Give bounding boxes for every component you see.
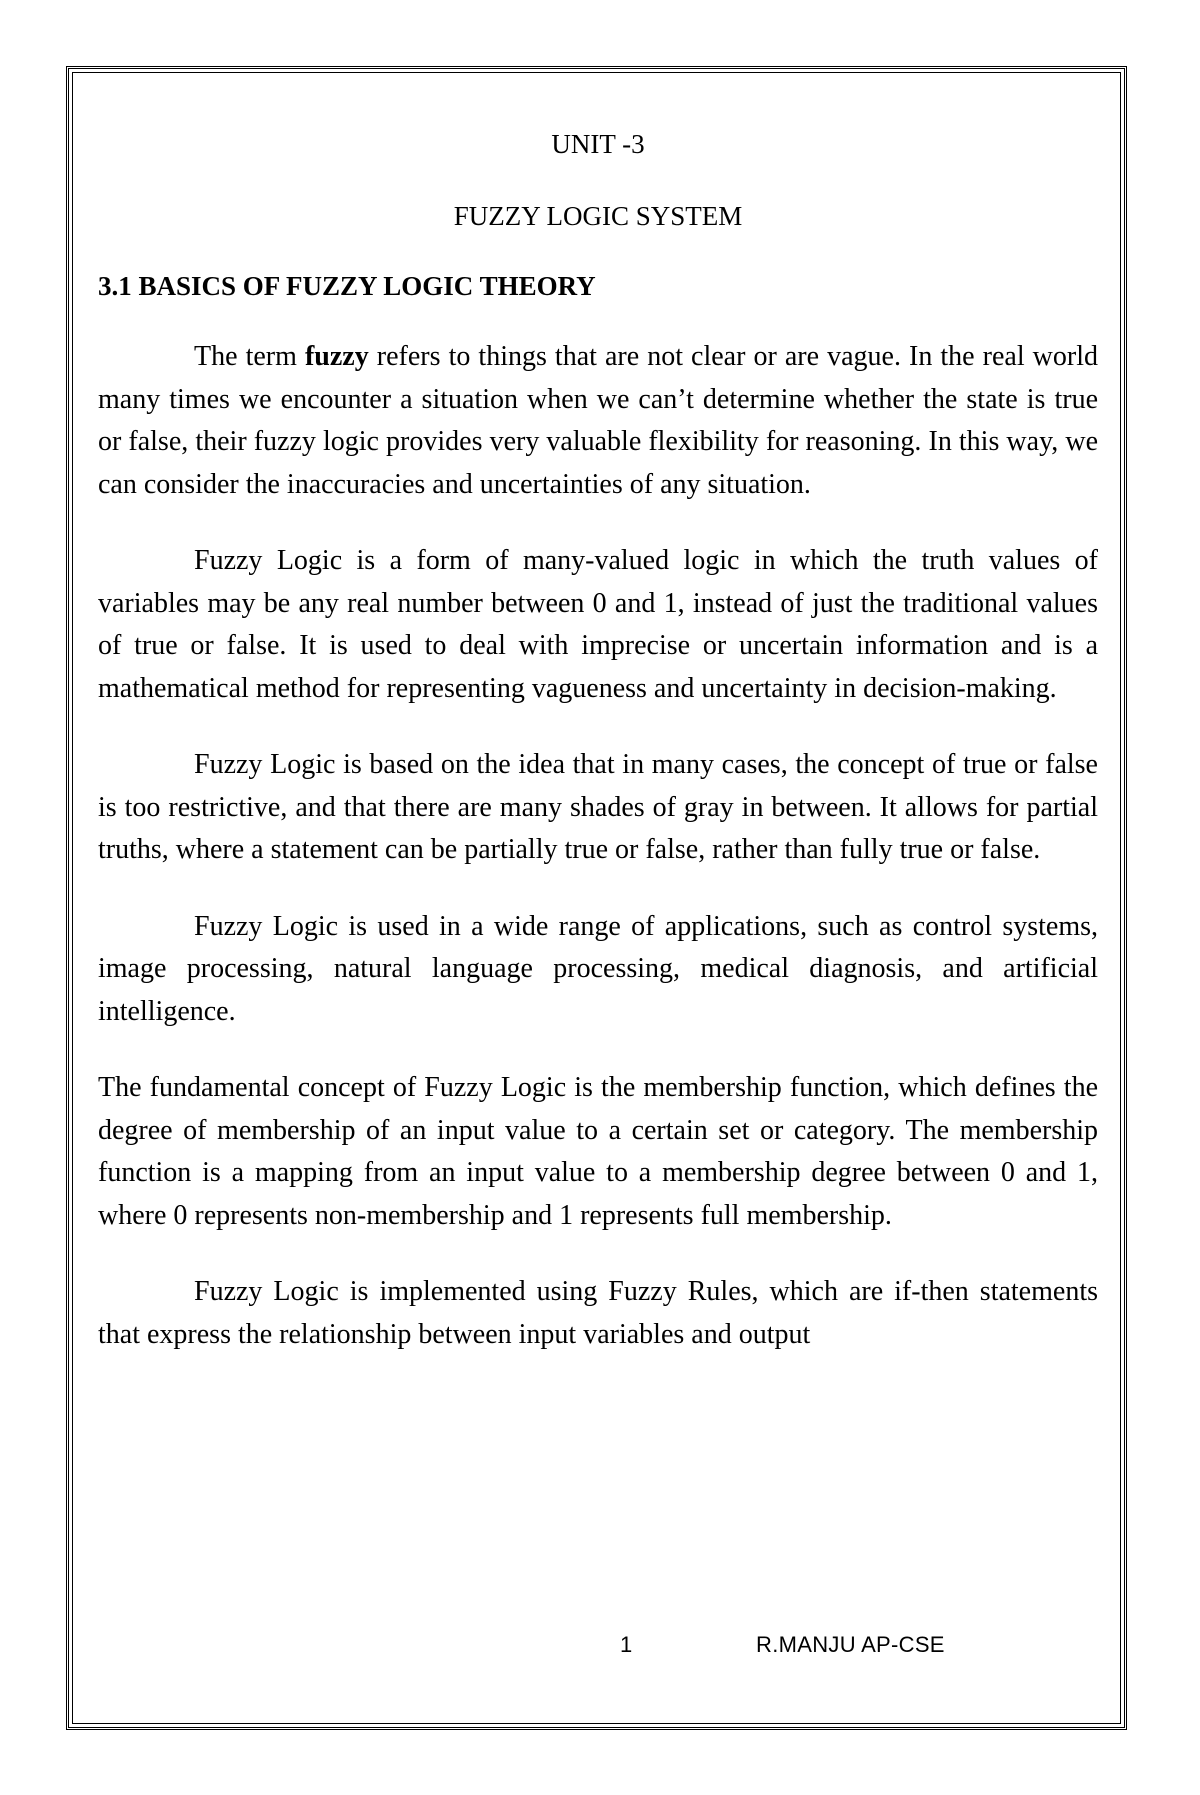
unit-title: UNIT -3 xyxy=(551,129,645,159)
page-number: 1 xyxy=(620,1632,633,1657)
footer-author: R.MANJU AP-CSE xyxy=(756,1632,945,1657)
paragraph-many-valued-logic: Fuzzy Logic is a form of many-valued logic in which the truth values of variables may be any real number between 0 and 1, instead of just the traditional values of true or false. It is used to deal with imprecise or uncertain information and is a mathematical method for representing vagueness and uncertainty in decision-making. xyxy=(98,545,1098,704)
paragraph-text-before: The term xyxy=(194,341,305,372)
paragraph-partial-truths: Fuzzy Logic is based on the idea that in many cases, the concept of true or false is too restrictive, and that there are many shades of gray in between. It allows for partial truths, where a statement can be partially true or false, rather than fully true or false. xyxy=(98,749,1098,865)
paragraph-membership-function: The fundamental concept of Fuzzy Logic is the membership function, which defines the degree of membership of an input value to a certain set or category. The membership function is a mapping from an input value to a membership degree between 0 and 1, where 0 represents non-membership and 1 represents full membership. xyxy=(98,1072,1098,1231)
bold-term-fuzzy: fuzzy xyxy=(304,341,369,372)
document-body xyxy=(98,128,1098,1356)
section-heading: 3.1 BASICS OF FUZZY LOGIC THEORY xyxy=(98,271,596,301)
paragraph-fuzzy-rules: Fuzzy Logic is implemented using Fuzzy Rules, which are if-then statements that express the relationship between input variables and output xyxy=(98,1276,1098,1350)
paragraph-text-after: refers to things that are not clear or are vague. In the real world many times we encounter a situation when we can’t determine whether the state is true or false, their fuzzy logic provides very valuable flexibility for reasoning. In this way, we can consider the inaccuracies and uncertainties of any situation. xyxy=(98,341,1099,500)
system-title: FUZZY LOGIC SYSTEM xyxy=(453,201,743,231)
paragraph-fuzzy-definition xyxy=(98,336,1098,506)
paragraph-applications: Fuzzy Logic is used in a wide range of applications, such as control systems, image processing, natural language processing, medical diagnosis, and artificial intelligence. xyxy=(98,910,1098,1027)
